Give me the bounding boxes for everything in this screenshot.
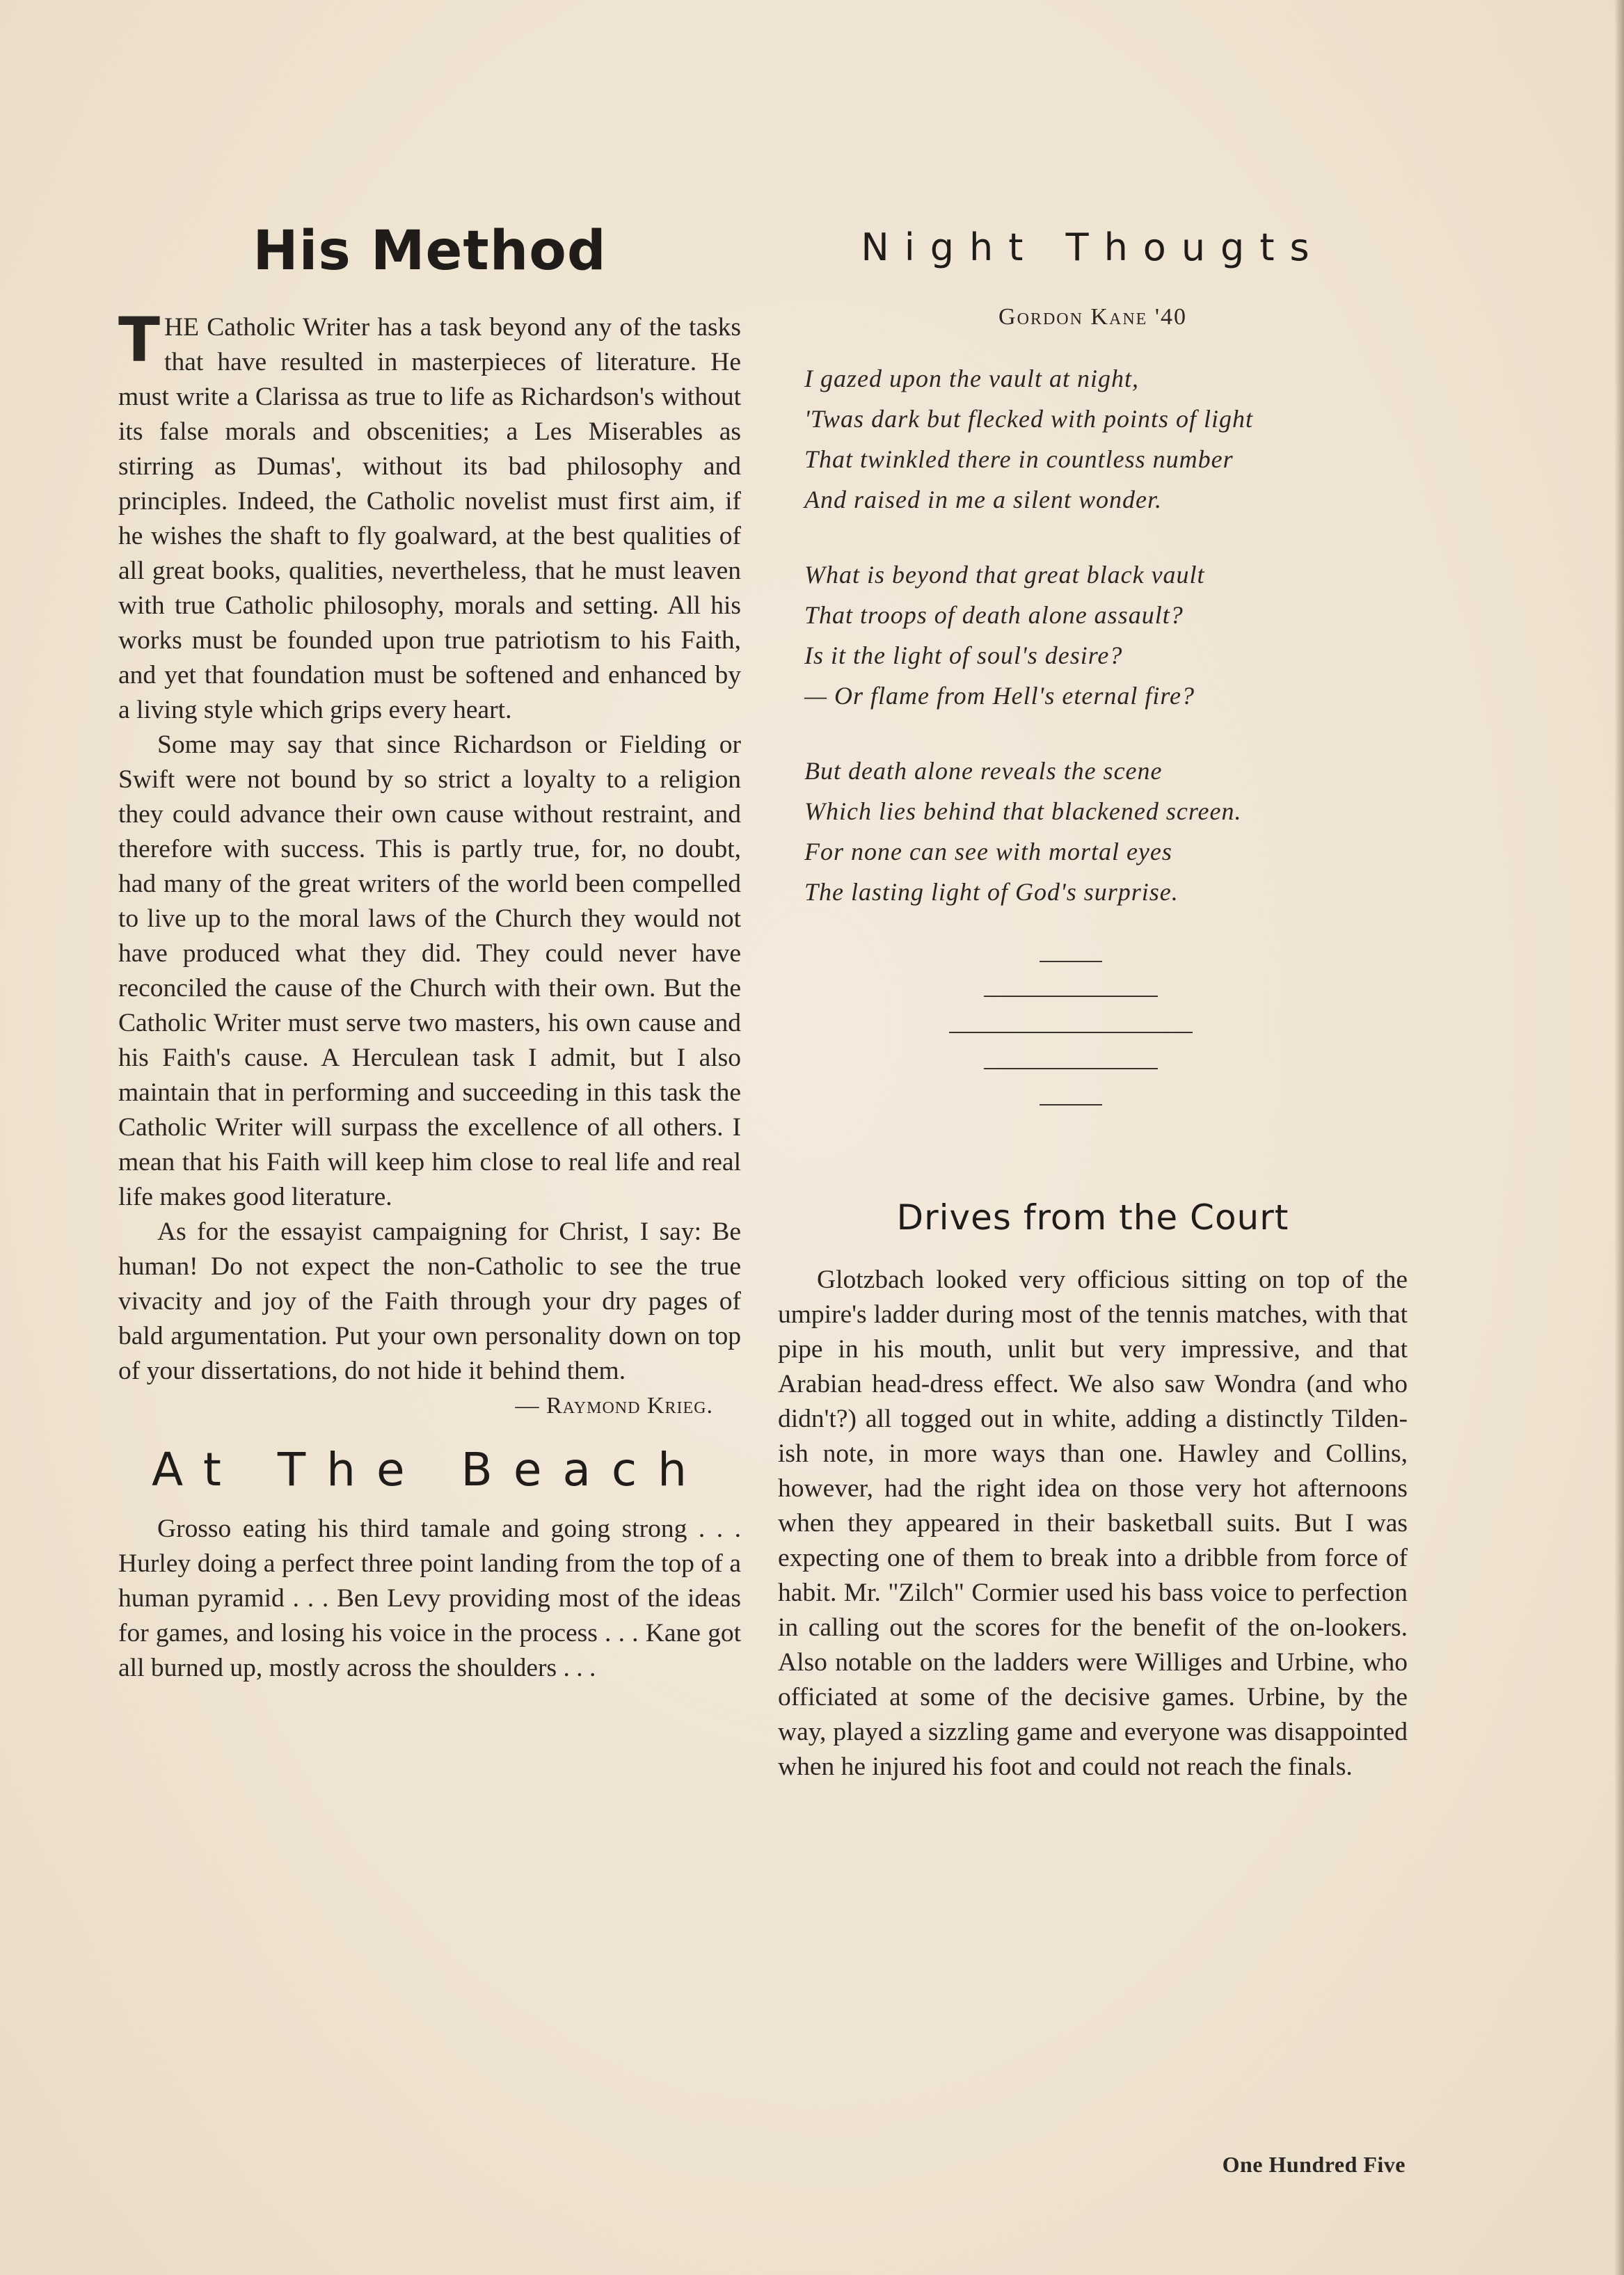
page-number: One Hundred Five xyxy=(1222,2152,1406,2177)
poem-line: The lasting light of God's surprise. xyxy=(804,878,1179,906)
his-method-signature: — Raymond Krieg. xyxy=(515,1393,713,1419)
poem-line: And raised in me a silent wonder. xyxy=(804,486,1162,513)
his-method-paragraph-3: As for the essayist campaigning for Christ, I say: Be human! Do not expect the non-Catholic to see the true vivacity and joy of the Faith through your dry pages of bald argumentation. Put your own personality down on top of your dissertations, do not hide it behind them. xyxy=(118,1218,741,1385)
decorative-rules xyxy=(778,954,1408,1135)
poem-line: What is beyond that great black vault xyxy=(804,561,1205,589)
poem-line: I gazed upon the vault at night, xyxy=(804,365,1139,392)
drives-from-the-court-text: Glotzbach looked very officious sitting on top of the umpire's ladder during most of the tennis matches, with that pipe in his mouth, unlit but very impressive, and that Arabian head-dress effect. We also saw Wondra (and who didn't?) all togged out in white, adding a distinctly Tilden-ish note, in more ways than one. Hawley and Collins, however, had the right idea on those very hot afternoons when they appeared in their basketball suits. But I was expecting one of them to break into a dribble from force of habit. Mr. "Zilch" Cormier used his bass voice to perfection in calling out the scores for the benefit of the on-lookers. Also notable on the ladders were Williges and Urbine, who officiated at some of the decisive games. Urbine, by the way, played a sizzling game and everyone was disappointed when he injured his foot and could not reach the finals. xyxy=(778,1266,1408,1781)
page-edge-shadow xyxy=(1614,0,1624,2275)
decorative-rule xyxy=(949,1032,1193,1033)
at-the-beach-text: Grosso eating his third tamale and going strong . . . Hurley doing a perfect three point landing from the top of a human pyramid . . . Ben Levy providing most of the ideas for games, and losing his voice in the process . . . Kane got all burned up, mostly across the shoulders . . . xyxy=(118,1515,741,1682)
poem-line: That troops of death alone assault? xyxy=(804,601,1184,629)
drives-from-the-court-title: Drives from the Court xyxy=(896,1197,1289,1238)
poem-line: For none can see with mortal eyes xyxy=(804,838,1172,865)
drives-from-the-court-article xyxy=(778,1263,1408,1785)
drop-cap: T xyxy=(118,304,161,376)
night-thoughts-poem xyxy=(778,358,1408,912)
right-column xyxy=(778,216,1408,1785)
poem-line: That twinkled there in countless number xyxy=(804,445,1234,473)
poem-line: 'Twas dark but flecked with points of light xyxy=(804,405,1254,433)
decorative-rule xyxy=(984,996,1158,997)
decorative-rule xyxy=(984,1068,1158,1069)
decorative-rule xyxy=(1040,961,1102,962)
poem-author: Gordon Kane '40 xyxy=(998,304,1187,330)
his-method-paragraph-1 xyxy=(118,304,741,728)
at-the-beach-article xyxy=(118,1512,741,1686)
at-the-beach-title: At The Beach xyxy=(151,1443,708,1496)
poem-line: Which lies behind that blackened screen. xyxy=(804,797,1242,825)
night-thoughts-title: Night Thougts xyxy=(861,225,1325,269)
poem-stanza-3 xyxy=(804,751,1408,912)
poem-line: Is it the light of soul's desire? xyxy=(804,641,1123,669)
poem-line: — Or flame from Hell's eternal fire? xyxy=(804,682,1195,710)
poem-line: But death alone reveals the scene xyxy=(804,757,1163,785)
poem-stanza-1 xyxy=(804,358,1408,520)
his-method-title: His Method xyxy=(253,220,607,282)
poem-stanza-2 xyxy=(804,554,1408,716)
left-column xyxy=(118,216,741,1686)
his-method-paragraph-1-text: HE Catholic Writer has a task beyond any of the tasks that have resulted in masterpieces of literature. He must write a Clarissa as true to life as Richardson's without its false morals and obscenities; a Les Miserables as stirring as Dumas', without its bad philosophy and principles. Indeed, the Catholic novelist must first aim, if he wishes the shaft to fly goalward, at the best qualities of all great books, qualities, nevertheless, that he must leaven with true Catholic philosophy, morals and setting. All his works must be founded upon true patriotism to his Faith, and yet that foundation must be softened and enhanced by a living style which grips every heart. xyxy=(118,313,741,724)
his-method-paragraph-2: Some may say that since Richardson or Fielding or Swift were not bound by so strict a loyalty to a religion they could advance their own cause without restraint, and therefore with success. This is partly true, for, no doubt, had many of the great writers of the world been compelled to live up to the moral laws of the Church they would not have produced what they did. They could never have reconciled the cause of the Church with their own. But the Catholic Writer must serve two masters, his own cause and his Faith's cause. A Herculean task I admit, but I also maintain that in performing and succeeding in this task the Catholic Writer will surpass the excellence of all others. I mean that his Faith will keep him close to real life and real life makes good literature. xyxy=(118,731,741,1211)
decorative-rule xyxy=(1040,1104,1102,1105)
his-method-article xyxy=(118,304,741,1389)
